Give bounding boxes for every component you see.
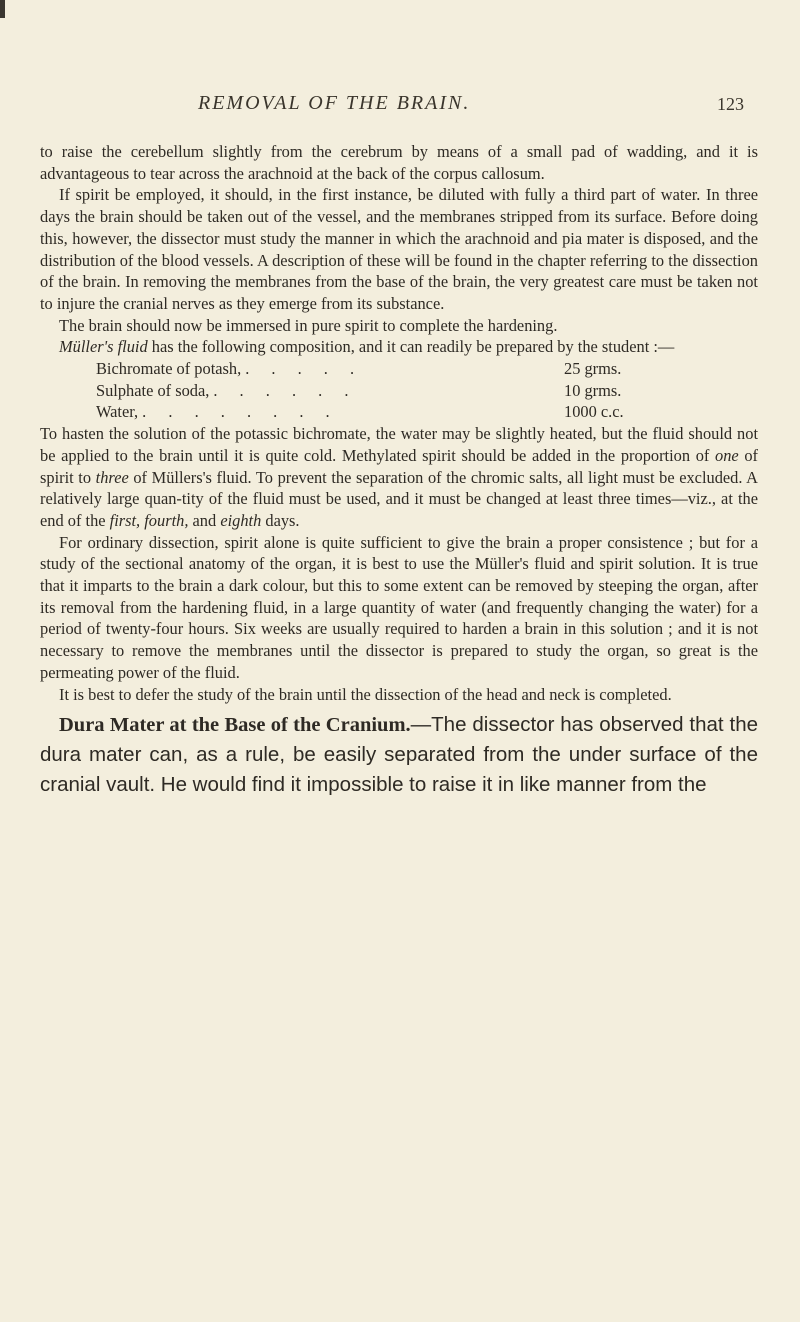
recipe-ingredient: Water, <box>96 402 139 422</box>
paragraph-7: It is best to defer the study of the brain until the dissection of the head and neck is completed. <box>59 684 672 704</box>
recipe-list <box>96 358 650 423</box>
recipe-ingredient: Bichromate of potash, <box>96 359 242 379</box>
recipe-row <box>96 401 650 423</box>
paragraph-5-text-d: and <box>188 510 221 530</box>
paragraph-3: The brain should now be immersed in pure spirit to complete the hardening. <box>59 315 558 335</box>
paragraph-5 <box>40 423 758 532</box>
section-dura-mater <box>40 710 758 800</box>
recipe-quantity: 10 grms. <box>564 380 622 400</box>
recipe-ingredient: Sulphate of soda, <box>96 380 210 400</box>
mullers-fluid-term: Müller's fluid <box>59 337 148 357</box>
italic-one: one <box>715 445 739 465</box>
recipe-quantity: 25 grms. <box>564 359 622 379</box>
paragraph-5-text-a: To hasten the solution of the potassic bichromate, the water may be slightly heated, but the fluid should not be applied to the brain until it is quite cold. Methylated spirit should be added in the proportion of <box>40 424 758 465</box>
paragraph-5-text-c: of Müllers's fluid. To prevent the separation of the chromic salts, all light must be excluded. A relatively large quan-tity of the fluid must be used, and it must be changed at least three times—viz., at the end of the <box>40 467 759 530</box>
italic-three: three <box>95 467 129 487</box>
paragraph-4-text: has the following composition, and it can readily be prepared by the student :— <box>147 337 675 357</box>
paragraph-5-text-b: of spirit to <box>40 445 758 487</box>
paragraph-2: If spirit be employed, it should, in the first instance, be diluted with fully a third part of water. In three days the brain should be taken out of the vessel, and the membranes stripped from its surface. Before doing this, however, the dissector must study the manner in which the arachnoid and pia mater is disposed, and the distribution of the blood vessels. A description of these will be found in the chapter referring to the dissection of the brain. In removing the membranes from the base of the brain, the very greatest care must be taken not to injure the cranial nerves as they emerge from its substance. <box>40 185 758 313</box>
paragraph-4 <box>40 336 758 358</box>
italic-eighth: eighth <box>220 510 262 530</box>
paragraph-8 <box>40 710 758 800</box>
paragraph-5-text-e: days. <box>261 510 300 530</box>
running-title: REMOVAL OF THE BRAIN. <box>198 92 471 114</box>
page-header <box>0 92 800 122</box>
recipe-row <box>96 358 650 380</box>
recipe-leader-dots: . . . . . . . . <box>142 402 339 422</box>
italic-days: first, fourth, <box>109 510 189 530</box>
recipe-leader-dots: . . . . . . <box>213 380 358 400</box>
section-heading: Dura Mater at the Base of the Cranium. <box>59 714 411 737</box>
paragraph-8-text: —The dissector has observed that the dura mater can, as a rule, be easily separated from the under surface of the cranial vault. He would find it impossible to raise it in like manner from the <box>40 713 758 797</box>
paragraph-6: For ordinary dissection, spirit alone is quite sufficient to give the brain a proper consistence ; but for a study of the sectional anatomy of the organ, it is best to use the Müller's fluid and spirit solution. It is true that it imparts to the brain a dark colour, but this to some extent can be removed by steeping the organ, after its removal from the hardening fluid, in a large quantity of water (and frequently changing the water) for a period of twenty-four hours. Six weeks are usually required to harden a brain in this solution ; and it is not necessary to remove the membranes until the dissector is prepared to study the organ, so great is the permeating power of the fluid. <box>40 532 758 682</box>
page-edge-mark <box>0 0 5 18</box>
recipe-quantity: 1000 c.c. <box>564 402 624 422</box>
paragraph-1: to raise the cerebellum slightly from the cerebrum by means of a small pad of wadding, and it is advantageous to tear across the arachnoid at the back of the corpus callosum. <box>40 142 758 183</box>
recipe-leader-dots: . . . . . <box>245 359 364 379</box>
recipe-row <box>96 380 650 402</box>
page-number: 123 <box>717 94 744 114</box>
body-text <box>40 141 758 800</box>
